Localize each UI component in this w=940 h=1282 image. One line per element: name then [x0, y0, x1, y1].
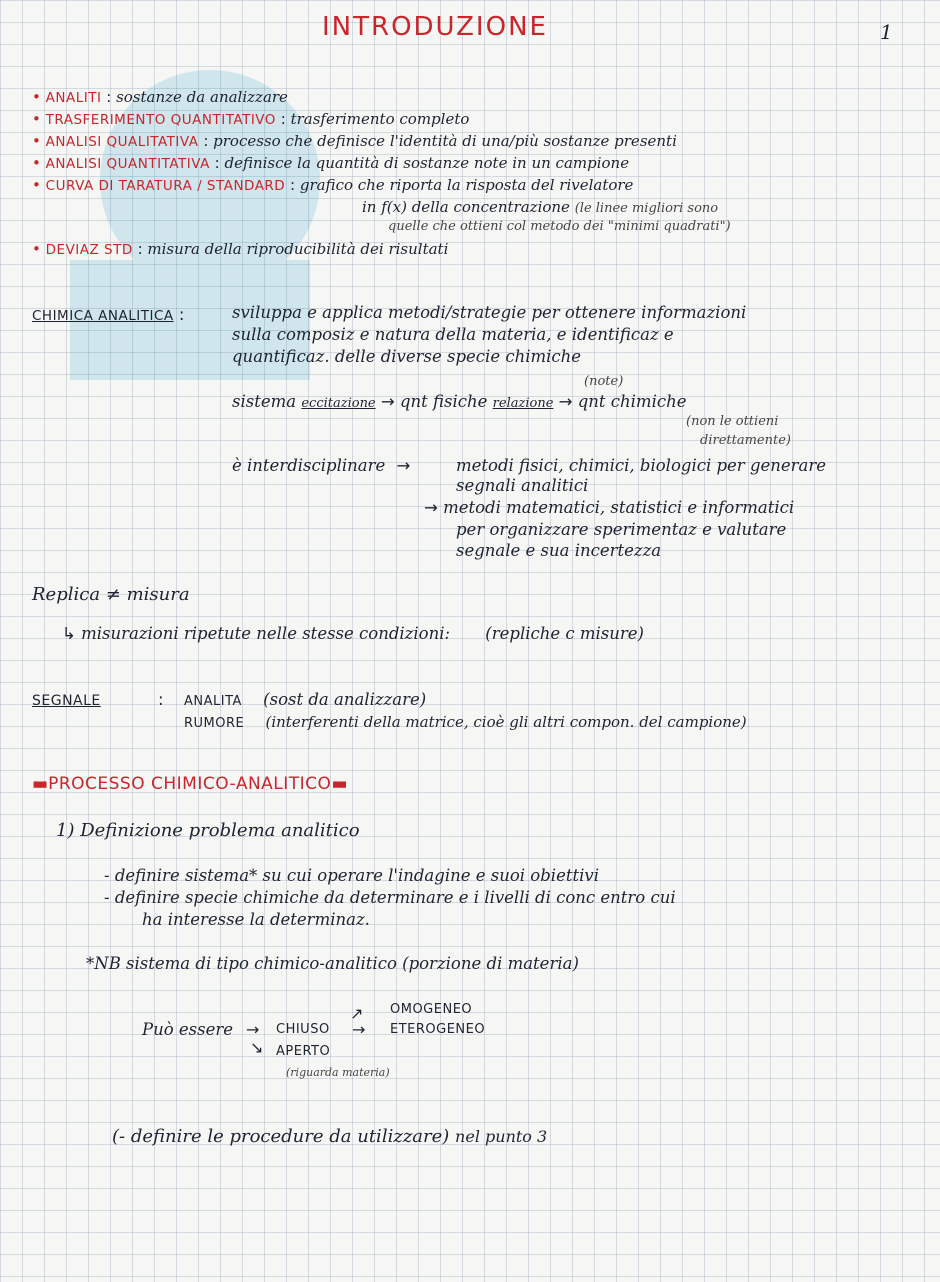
- definition-curva: • CURVA DI TARATURA / STANDARD : grafico che riporta la risposta del rivelatore: [32, 176, 634, 194]
- definition-deviazione: • DEVIAZ STD : misura della riproducibilità dei risultati: [32, 240, 449, 258]
- riguarda-note: (riguarda materia): [286, 1066, 390, 1079]
- metodi-1a: metodi fisici, chimici, biologici per generare: [456, 456, 827, 475]
- bullet-2b: ha interesse la determinaz.: [142, 910, 370, 929]
- curva-continuation-1: in f(x) della concentrazione (le linee migliori sono: [362, 198, 719, 216]
- arrow-right-icon: →: [396, 456, 411, 475]
- interdisciplinare: è interdisciplinare →: [232, 456, 411, 475]
- page-title: INTRODUZIONE: [322, 12, 548, 42]
- metodi-2a: → metodi matematici, statistici e informatici: [424, 498, 795, 517]
- chiuso-label: CHIUSO: [276, 1022, 330, 1037]
- arrow-down-right-icon: ↳: [62, 624, 76, 643]
- segnale-heading: SEGNALE: [32, 693, 101, 709]
- omogeneo-label: OMOGENEO: [390, 1002, 473, 1017]
- arrow-right-icon: →: [380, 392, 395, 411]
- arrow-right-icon: →: [558, 392, 573, 411]
- definition-analiti: • ANALITI : sostanze da analizzare: [32, 88, 288, 106]
- arrow-right-icon: →: [246, 1020, 260, 1039]
- chimica-line-3: quantificaz. delle diverse specie chimiche: [232, 347, 582, 366]
- metodi-1b: segnali analitici: [456, 476, 589, 495]
- chimica-line-2: sulla composiz e natura della materia, e identificaz e: [232, 325, 674, 344]
- metodi-2b: per organizzare sperimentaz e valutare: [456, 520, 787, 539]
- bullet-1: - definire sistema* su cui operare l'indagine e suoi obiettivi: [104, 866, 599, 885]
- replica-line: ↳ misurazioni ripetute nelle stesse condizioni: (repliche c misure): [62, 624, 644, 643]
- step-1: 1) Definizione problema analitico: [56, 820, 360, 841]
- note-label: (note): [584, 374, 624, 389]
- page-number: 1: [880, 20, 893, 44]
- procedure-line: (- definire le procedure da utilizzare) nel punto 3: [112, 1126, 548, 1147]
- non-ottieni-2: direttamente): [700, 433, 791, 448]
- eterogeneo-label: ETEROGENEO: [390, 1022, 486, 1037]
- metodi-2c: segnale e sua incertezza: [456, 541, 662, 560]
- segnale-rumore: RUMORE (interferenti della matrice, cioè gli altri compon. del campione): [184, 713, 747, 731]
- segnale-sep: :: [158, 690, 164, 709]
- processo-heading: ▬PROCESSO CHIMICO-ANALITICO▬: [32, 774, 348, 794]
- curva-continuation-2: quelle che ottieni col metodo dei "minimi quadrati"): [388, 219, 731, 234]
- arrow-right-icon: →: [352, 1020, 366, 1039]
- chimica-heading: CHIMICA ANALITICA :: [32, 305, 185, 324]
- chimica-line-1: sviluppa e applica metodi/strategie per ottenere informazioni: [232, 303, 747, 322]
- sistema-flow: sistema eccitazione → qnt fisiche relazione → qnt chimiche: [232, 392, 687, 411]
- arrow-right-icon: →: [424, 498, 438, 517]
- definition-quantitativa: • ANALISI QUANTITATIVA : definisce la quantità di sostanze note in un campione: [32, 154, 630, 172]
- aperto-label: APERTO: [276, 1044, 331, 1059]
- definition-qualitativa: • ANALISI QUALITATIVA : processo che definisce l'identità di una/più sostanze presenti: [32, 132, 677, 150]
- replica-title: Replica ≠ misura: [32, 584, 190, 605]
- bullet-2a: - definire specie chimiche da determinare e i livelli di conc entro cui: [104, 888, 676, 907]
- segnale-analita: ANALITA (sost da analizzare): [184, 690, 427, 709]
- non-ottieni-1: (non le ottieni: [686, 414, 779, 429]
- arrow-down-right-icon: ↘: [250, 1038, 264, 1057]
- puo-essere: Può essere: [142, 1020, 234, 1039]
- arrow-up-right-icon: ↗: [350, 1004, 364, 1023]
- definition-trasferimento: • TRASFERIMENTO QUANTITATIVO : trasferimento completo: [32, 110, 470, 128]
- nb-line: *NB sistema di tipo chimico-analitico (porzione di materia): [86, 954, 579, 973]
